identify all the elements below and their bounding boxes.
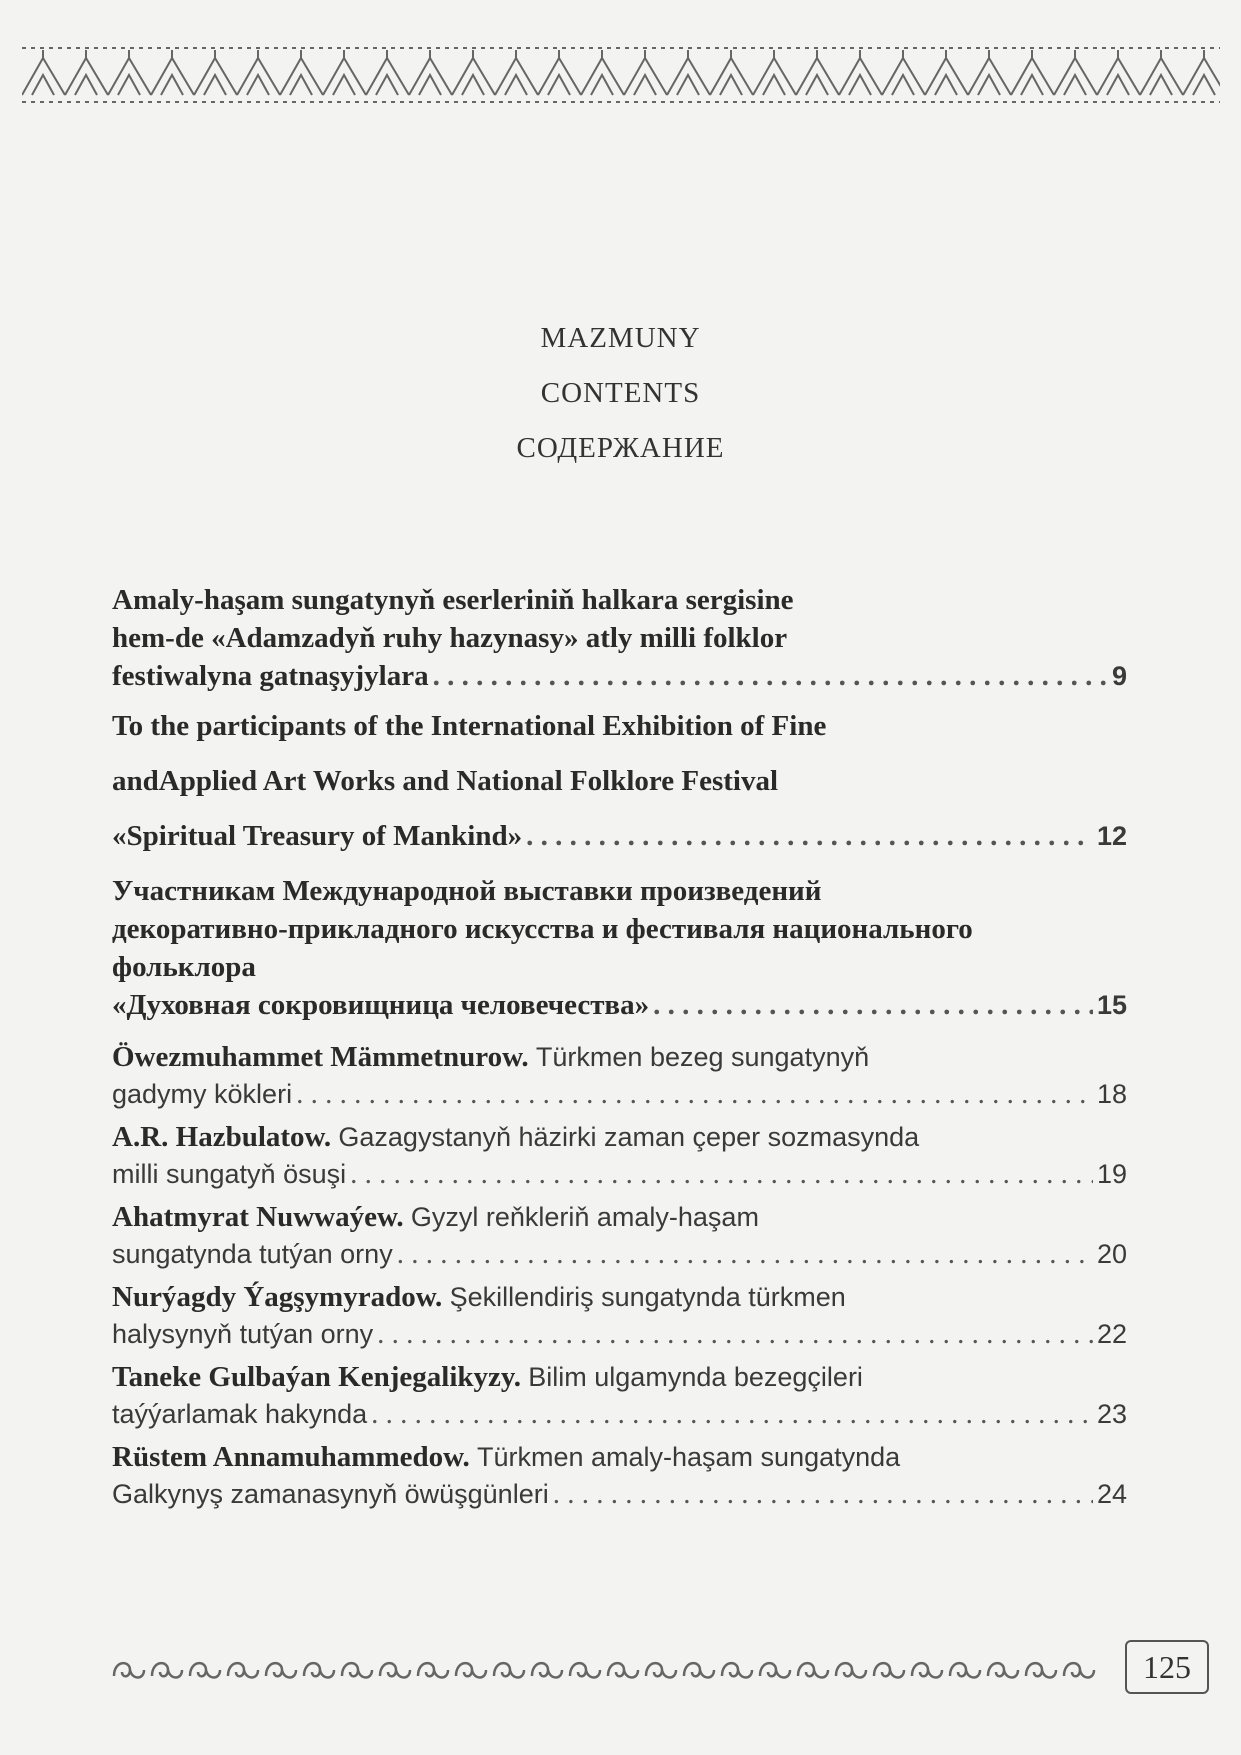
ornament-motif [1011,50,1054,95]
ornament-wave [114,1663,144,1677]
ornament-wave [1064,1663,1094,1677]
toc-entry-7[interactable] [112,1281,1127,1361]
ornament-motif [151,50,194,95]
entry-title: Bilim ulgamynda bezegçileri [528,1362,863,1392]
leader-dots [433,660,1108,693]
entry-author: A.R. Hazbulatow. [112,1121,332,1153]
toc-entry-line: декоративно-прикладного искусства и фестиваля национального [112,913,973,945]
ornament-motif [366,50,409,95]
ornament-wave [152,1663,182,1677]
toc-entry-line [112,1478,1127,1521]
leader-dots [397,1238,1093,1271]
page-number-label: 125 [1143,1648,1191,1685]
ornament-motif [624,50,667,95]
leader-dots [371,1398,1093,1431]
entry-title: milli sungatyň ösuşi [112,1159,347,1189]
toc-entry-line: festiwalyna gatnaşyjylara . . . 9 [112,660,1127,710]
toc-entry-line [112,1041,1127,1078]
ornament-wave [266,1663,296,1677]
page-ref: 22 [1096,1319,1127,1349]
entry-title: taýýarlamak hakynda [112,1399,368,1429]
toc-entry-line: Amaly-haşam sungatynyň eserleriniň halkara sergisine [112,584,794,616]
entry-title: Türkmen amaly-haşam sungatynda [476,1442,901,1472]
ornament-motif [1097,50,1140,95]
entry-title: Gyzyl reňkleriň amaly-haşam [410,1202,759,1232]
ornament-wave [912,1663,942,1677]
entry-title: Gazagystanyň häzirki zaman çeper sozmasynda [338,1122,920,1152]
heading-soderzhanie: СОДЕРЖАНИЕ [516,432,725,464]
bottom-ornament-border [110,1650,1110,1690]
ornament-motif [323,50,366,95]
toc-entry-line: «Spiritual Treasury of Mankind» . . . 12 [112,820,1127,875]
ornament-motif [1183,50,1220,95]
toc-entry-line [112,1281,1127,1318]
ornament-wave [228,1663,258,1677]
leader-dots [653,989,1093,1022]
ornament-motif [925,50,968,95]
toc-entry-line [112,1361,1127,1398]
ornament-wave [456,1663,486,1677]
ornament-wave [532,1663,562,1677]
toc-entry-line [112,1441,1127,1478]
toc-entry-line: andApplied Art Works and National Folklore Festival [112,765,779,797]
heading-contents: CONTENTS [540,377,701,409]
ornament-wave [342,1663,372,1677]
page-ref: 9 [1111,661,1127,691]
ornament-motif [710,50,753,95]
ornament-wave [836,1663,866,1677]
page-ref: 23 [1096,1399,1127,1429]
entry-title: Türkmen bezeg sungatynyň [535,1042,870,1072]
ornament-motif [280,50,323,95]
ornament-motif [65,50,108,95]
page-ref: 24 [1096,1479,1127,1509]
ornament-motif [667,50,710,95]
page-ref: 19 [1096,1159,1127,1189]
toc-entry-9[interactable] [112,1441,1127,1521]
ornament-wave [950,1663,980,1677]
ornament-wave [304,1663,334,1677]
ornament-motif [495,50,538,95]
toc-entry-line [112,1318,1127,1361]
entry-title: Şekillendiriş sungatynda türkmen [449,1282,846,1312]
entry-title: sungatynda tutýan orny [112,1239,393,1269]
ornament-wave [380,1663,410,1677]
toc-entry-line: Участникам Международной выставки произведений [112,875,822,907]
entry-author: Öwezmuhammet Mämmetnurow. [112,1041,529,1073]
leader-dots [526,820,1093,853]
ornament-wave [608,1663,638,1677]
ornament-motif [968,50,1011,95]
leader-dots [377,1318,1093,1351]
entry-title: gadymy kökleri [112,1079,293,1109]
leader-dots [350,1158,1093,1191]
ornament-motif [1054,50,1097,95]
page-number [1125,1640,1209,1694]
ornament-wave [494,1663,524,1677]
toc-entry-line [112,1158,1127,1201]
toc-entry-5[interactable] [112,1121,1127,1201]
page-ref: 20 [1096,1239,1127,1269]
ornament-motif [452,50,495,95]
ornament-wave [798,1663,828,1677]
ornament-wave [988,1663,1018,1677]
ornament-motif [22,50,65,95]
ornament-wave [646,1663,676,1677]
entry-title: halysynyň tutýan orny [112,1319,374,1349]
entry-author: Rüstem Annamuhammedow. [112,1441,470,1473]
ornament-motif [753,50,796,95]
ornament-motif [1140,50,1183,95]
page-ref: 18 [1096,1079,1127,1109]
ornament-wave [570,1663,600,1677]
ornament-wave [684,1663,714,1677]
entry-author: Taneke Gulbaýan Kenjegalikyzy. [112,1361,522,1393]
ornament-wave [190,1663,220,1677]
page-ref: 15 [1096,990,1127,1020]
toc-entry-8[interactable] [112,1361,1127,1441]
toc-entry-3[interactable] [112,875,1127,1041]
toc-entry-line: To the participants of the International Exhibition of Fine [112,710,827,742]
toc-entry-line [112,1121,1127,1158]
ornament-motif [194,50,237,95]
toc-entry-line: hem-de «Adamzadyň ruhy hazynasy» atly milli folklor [112,622,788,654]
ornament-motif [237,50,280,95]
ornament-wave [874,1663,904,1677]
ornament-motif [538,50,581,95]
toc-entry-6[interactable] [112,1201,1127,1281]
toc-entry-line: «Духовная сокровищница человечества» . . . 15 [112,989,1127,1041]
ornament-motif [581,50,624,95]
toc-entry-line [112,1398,1127,1441]
ornament-motif [108,50,151,95]
toc-entry-line [112,1201,1127,1238]
entry-author: Nurýagdy Ýagşymyradow. [112,1281,443,1313]
toc-entry-line [112,1238,1127,1281]
page-ref: 12 [1096,821,1127,851]
ornament-wave [1026,1663,1056,1677]
toc-entry-1[interactable] [112,584,1127,710]
entry-title: Galkynyş zamanasynyň öwüşgünleri [112,1479,549,1509]
ornament-wave [418,1663,448,1677]
heading-mazmuny: MAZMUNY [540,322,701,354]
toc-entry-4[interactable] [112,1041,1127,1121]
ornament-motif [409,50,452,95]
top-ornament-border [22,40,1220,110]
ornament-wave [722,1663,752,1677]
ornament-wave [760,1663,790,1677]
leader-dots [296,1078,1093,1111]
ornament-motif [882,50,925,95]
toc-entry-line [112,1078,1127,1121]
entry-author: Ahatmyrat Nuwwaýew. [112,1201,404,1233]
toc-entry-line: фольклора [112,951,256,983]
ornament-motif [839,50,882,95]
ornament-motif [796,50,839,95]
toc-entry-2[interactable] [112,710,1127,875]
leader-dots [553,1478,1093,1511]
table-of-contents [112,584,1127,1521]
